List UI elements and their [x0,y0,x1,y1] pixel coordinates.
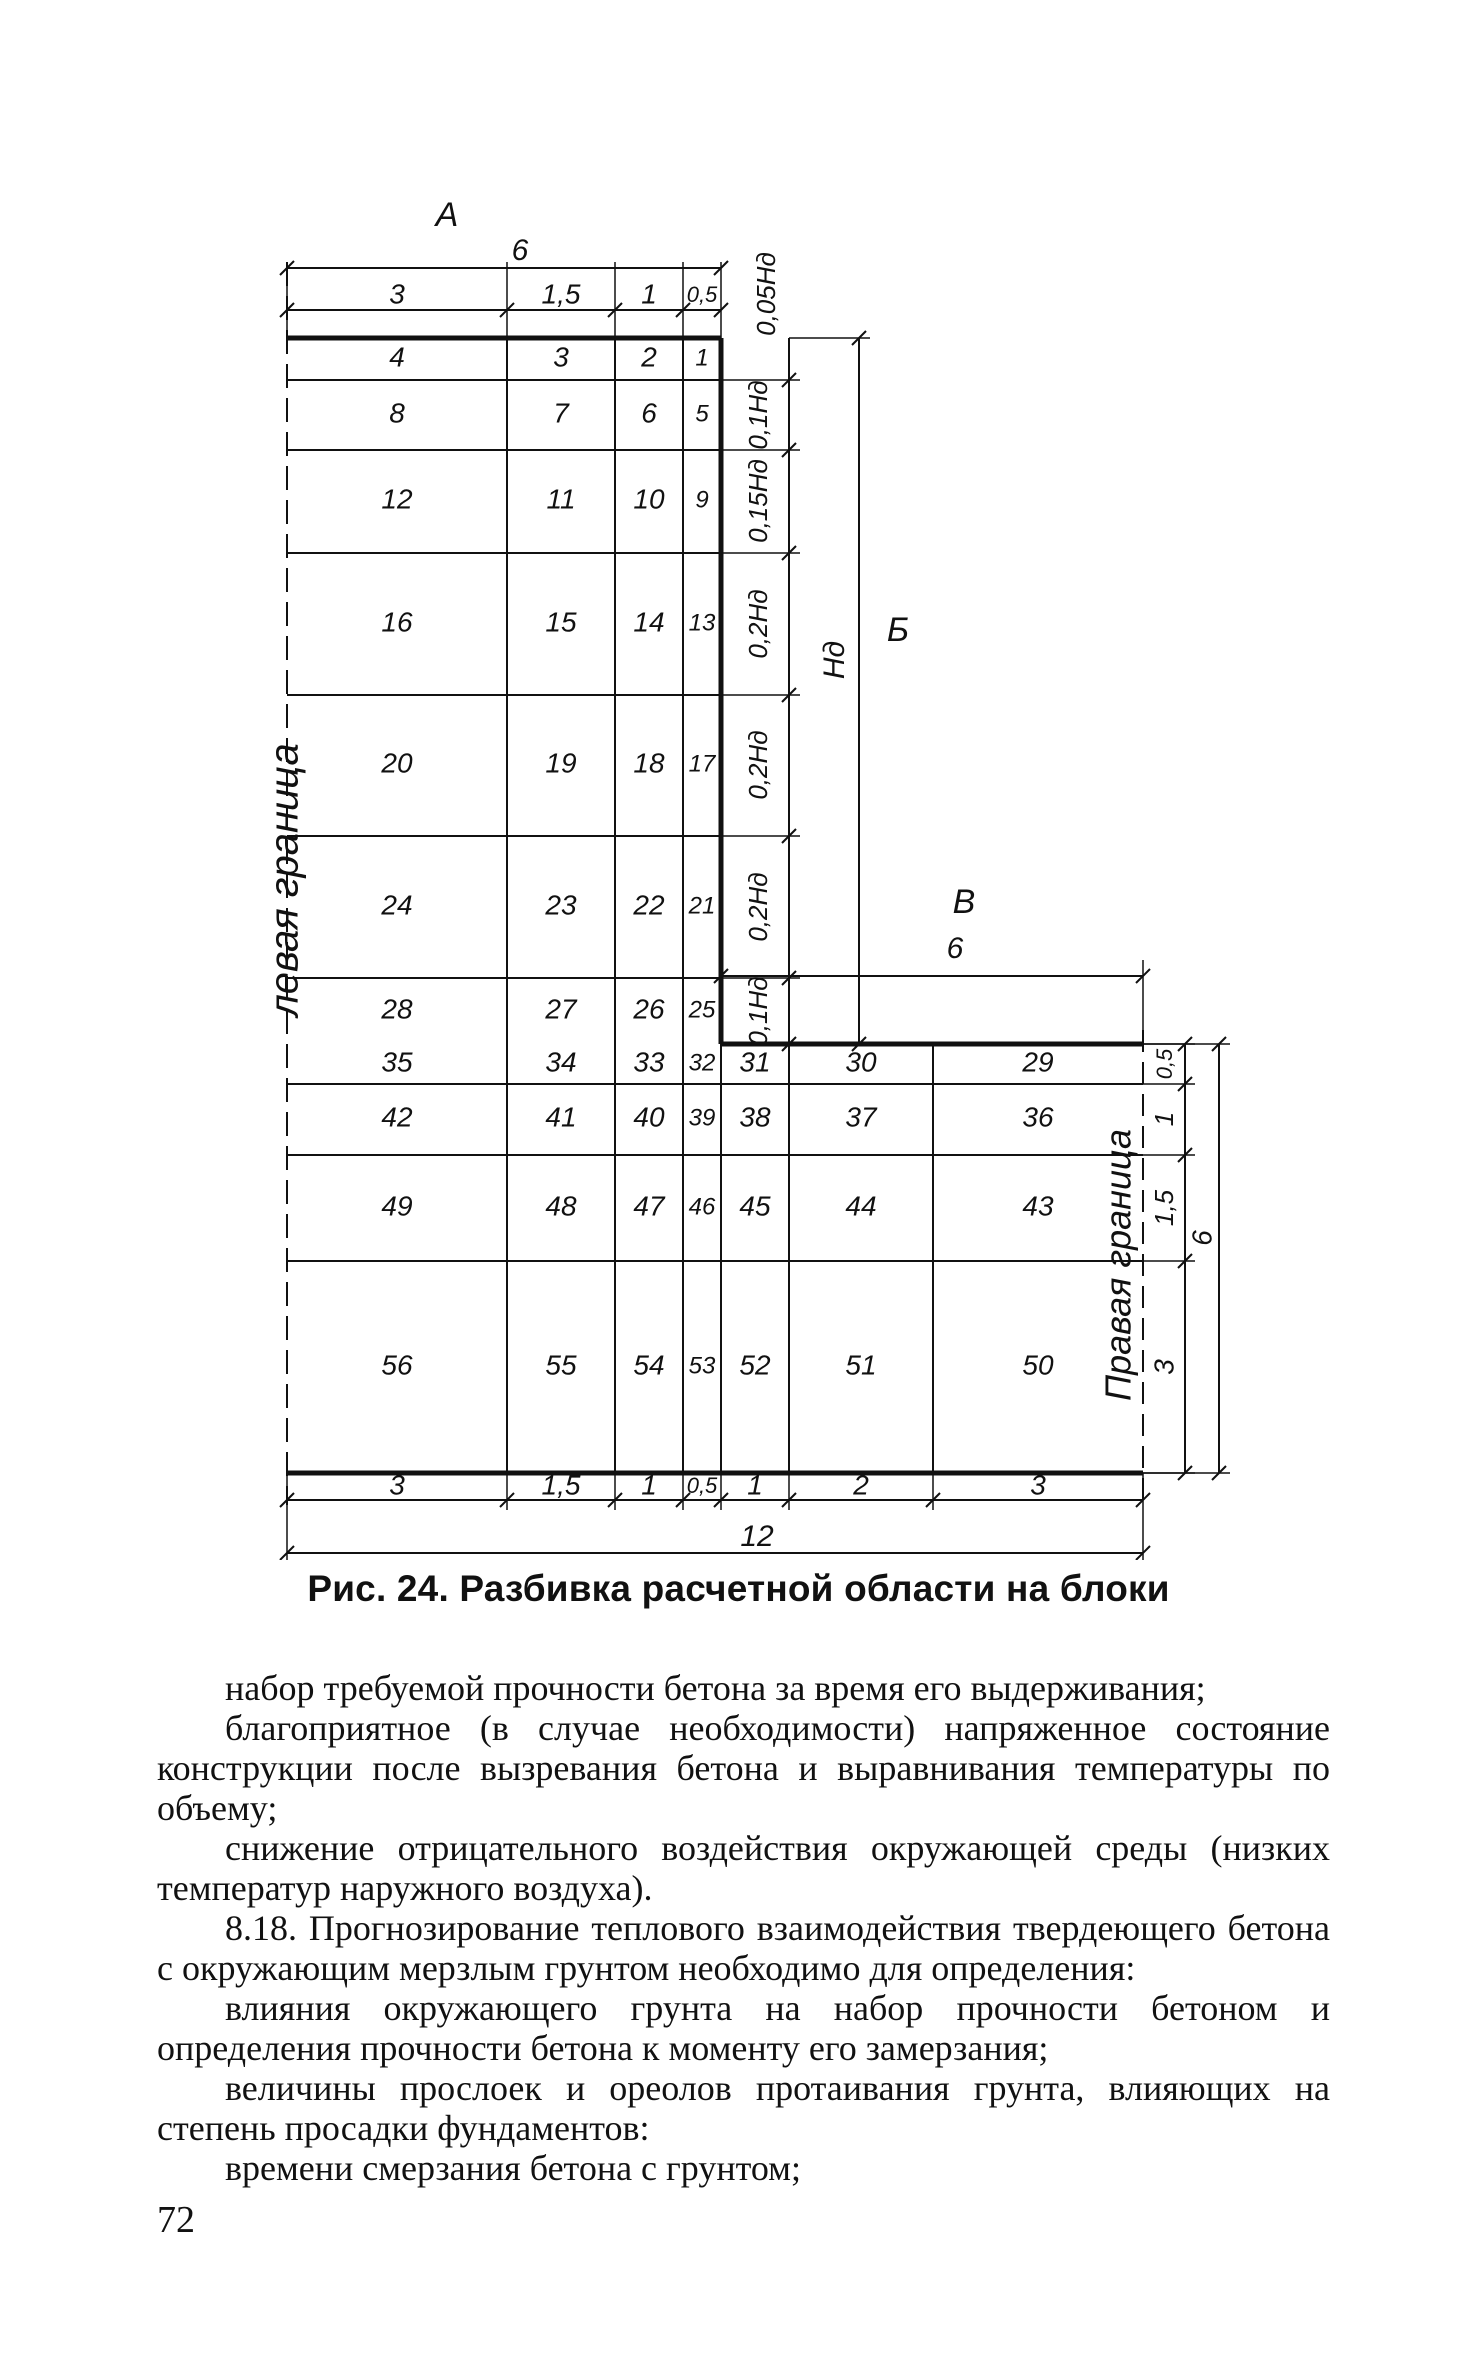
figure-caption: Рис. 24. Разбивка расчетной области на блоки [307,1568,1170,1609]
bottom-dim-3: 1 [641,1469,657,1501]
label-V: В [952,882,976,921]
top-dim-3: 1 [641,278,657,310]
bottom-dim-2: 1,5 [541,1469,581,1501]
block-34: 34 [545,1046,577,1078]
height-dim-3: 0,2Hд [742,589,773,659]
block-38: 38 [739,1101,771,1133]
paragraph-6: величины прослоек и ореолов протаивания грунта, влияющих на степень просадки фундаментов: [157,2068,1330,2148]
block-1: 1 [695,344,709,372]
bottom-dim-5: 1 [747,1469,763,1501]
block-40: 40 [633,1101,665,1133]
block-54: 54 [633,1349,665,1381]
block-52: 52 [739,1349,771,1381]
dim-A-total: 6 [511,233,529,267]
block-25: 25 [688,996,716,1024]
block-16: 16 [381,606,413,638]
top-dim-2: 1,5 [541,278,581,310]
block-12: 12 [381,483,413,515]
block-37: 37 [845,1101,877,1133]
paragraph-3: снижение отрицательного воздействия окружающей среды (низких температур наружного воздуха). [157,1828,1330,1908]
bottom-dim-7: 3 [1030,1469,1046,1501]
block-53: 53 [688,1352,716,1380]
block-23: 23 [545,889,577,921]
block-15: 15 [545,606,577,638]
right-dim-2: 1 [1148,1111,1179,1127]
block-39: 39 [688,1104,716,1132]
bottom-dim-6: 2 [853,1469,869,1501]
block-50: 50 [1022,1349,1054,1381]
paragraph-2: благоприятное (в случае необходимости) напряженное состояние конструкции после вызревания бетона и выравнивания температуры по объему; [157,1708,1330,1828]
height-dim-5: 0,2Hд [742,872,773,942]
dim-V-total: 6 [946,931,964,965]
page-number: 72 [157,2199,195,2241]
bottom-dim-4: 0,5 [686,1472,718,1498]
body-text [157,1668,1330,2188]
block-55: 55 [545,1349,577,1381]
paragraph-7: времени смерзания бетона с грунтом; [225,2148,801,2188]
block-49: 49 [381,1190,413,1222]
block-18: 18 [633,747,665,779]
label-A: А [435,195,459,234]
block-26: 26 [633,993,665,1025]
block-42: 42 [381,1101,413,1133]
bottom-dim-total: 12 [740,1519,774,1553]
block-3: 3 [553,341,569,373]
block-24: 24 [381,889,413,921]
block-46: 46 [688,1193,716,1221]
dim-Hd: Hд [817,640,851,680]
block-13: 13 [688,609,716,637]
block-20: 20 [381,747,413,779]
top-dim-4: 0,5 [686,281,718,307]
block-14: 14 [633,606,665,638]
block-48: 48 [545,1190,577,1222]
block-51: 51 [845,1349,877,1381]
right-dim-4: 3 [1148,1359,1180,1375]
height-dim-6: 0,1Hд [742,976,773,1046]
left-border-label: левая граница [262,743,307,1017]
block-17: 17 [688,750,716,778]
block-47: 47 [633,1190,665,1222]
block-41: 41 [545,1101,577,1133]
block-33: 33 [633,1046,665,1078]
height-dim-4: 0,2Hд [742,730,773,800]
block-21: 21 [688,892,716,920]
paragraph-1: набор требуемой прочности бетона за время его выдерживания; [225,1668,1206,1708]
block-10: 10 [633,483,665,515]
right-border-label: Правая граница [1097,1128,1139,1402]
block-32: 32 [688,1049,716,1077]
block-44: 44 [845,1190,877,1222]
top-dim-1: 3 [389,278,405,310]
block-6: 6 [641,397,657,429]
block-35: 35 [381,1046,413,1078]
block-27: 27 [545,993,577,1025]
top-dim-005H: 0,05Hд [750,252,781,336]
block-5: 5 [695,400,709,428]
block-2: 2 [641,341,657,373]
bottom-dim-1: 3 [389,1469,405,1501]
block-4: 4 [389,341,405,373]
paragraph-4: 8.18. Прогнозирование теплового взаимодействия твердеющего бетона с окружающим мерзлым грунтом необходимо для определения: [157,1908,1330,1988]
height-dim-1: 0,1Hд [742,380,773,450]
right-dim-1: 0,5 [1151,1048,1177,1080]
block-45: 45 [739,1190,771,1222]
height-dim-2: 0,15Hд [742,459,773,543]
block-30: 30 [845,1046,877,1078]
block-22: 22 [633,889,665,921]
block-28: 28 [381,993,413,1025]
right-dim-total: 6 [1186,1230,1218,1246]
block-11: 11 [546,483,576,515]
label-B: Б [886,610,910,649]
block-43: 43 [1022,1190,1054,1222]
block-19: 19 [545,747,577,779]
block-7: 7 [553,397,569,429]
block-29: 29 [1022,1046,1054,1078]
block-31: 31 [739,1046,771,1078]
block-56: 56 [381,1349,413,1381]
block-36: 36 [1022,1101,1054,1133]
block-9: 9 [695,486,709,514]
block-8: 8 [389,397,405,429]
paragraph-5: влияния окружающего грунта на набор прочности бетоном и определения прочности бетона к моменту его замерзания; [157,1988,1330,2068]
right-dim-3: 1,5 [1148,1189,1179,1227]
